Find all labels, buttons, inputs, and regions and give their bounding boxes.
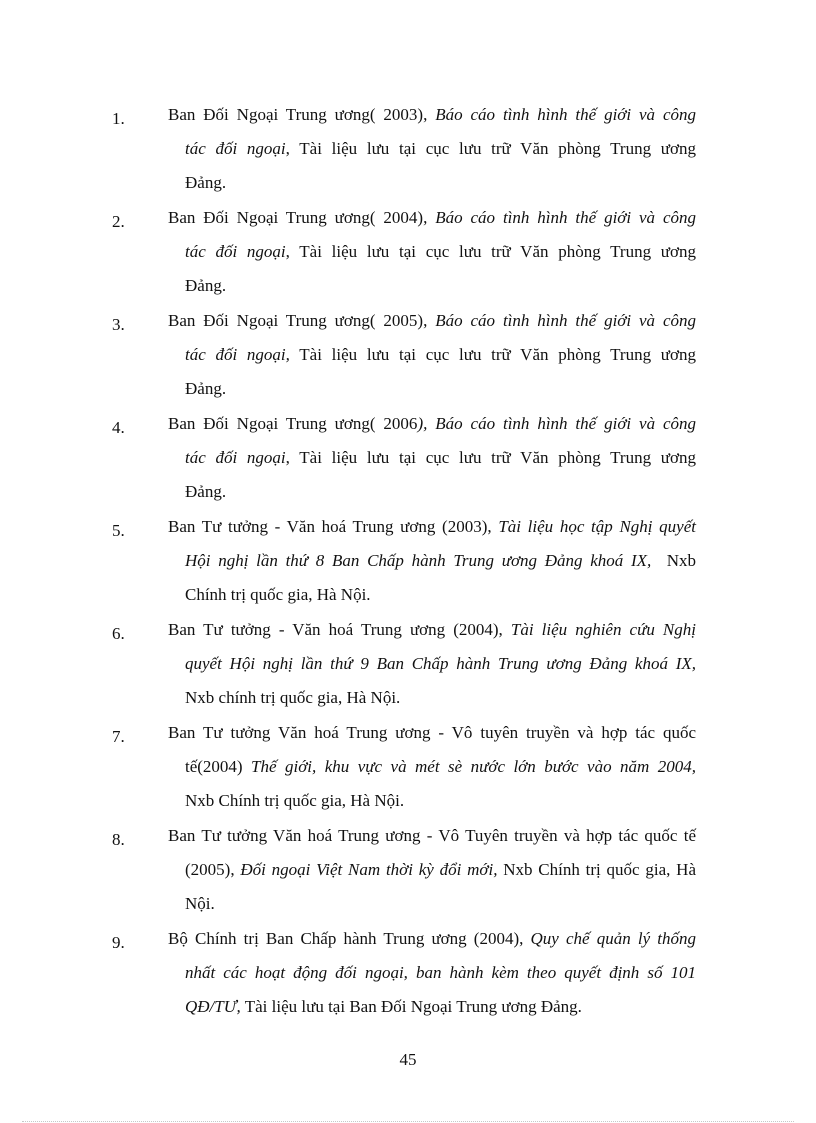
reference-text-segment: Ban Tư tưởng Văn hoá Trung ương - Vô tuyên truyền và hợp tác quốc	[168, 723, 696, 742]
reference-number: 2.	[112, 212, 125, 231]
reference-text-segment: , Tài liệu lưu tại cục lưu trữ Văn phòng Trung ương	[285, 448, 696, 467]
reference-title-segment: Tài liệu học tập Nghị quyết	[498, 517, 696, 536]
reference-text-segment: Chính trị quốc gia, Hà Nội.	[185, 585, 371, 604]
reference-line	[168, 681, 696, 715]
reference-text-segment: Tài liệu lưu tại cục lưu trữ Văn phòng Trung ương	[289, 345, 696, 364]
reference-text-segment: Bộ Chính trị Ban Chấp hành Trung ương (2004),	[168, 929, 531, 948]
reference-line	[168, 544, 696, 578]
reference-line	[168, 853, 696, 887]
reference-title-segment: Báo cáo tình hình thế giới và công	[435, 105, 696, 124]
reference-text	[168, 407, 696, 509]
reference-text	[168, 922, 696, 1024]
reference-text	[168, 304, 696, 406]
reference-text	[168, 201, 696, 303]
reference-line	[168, 201, 696, 235]
reference-line	[168, 956, 696, 990]
reference-number: 7.	[112, 727, 125, 746]
reference-text-segment: Đảng.	[185, 276, 227, 295]
reference-title-segment: quyết Hội nghị lần thứ 9 Ban Chấp hành Trung ương Đảng khoá IX,	[185, 654, 696, 673]
reference-text-segment: , Tài liệu lưu tại cục lưu trữ Văn phòng Trung ương	[285, 139, 696, 158]
reference-text	[168, 716, 696, 818]
reference-title-segment: tác đối ngoại	[185, 242, 286, 261]
reference-text	[168, 98, 696, 200]
reference-text-segment: Tài liệu lưu tại Ban Đối Ngoại Trung ương Đảng.	[240, 997, 582, 1016]
reference-number: 8.	[112, 830, 125, 849]
reference-line	[168, 922, 696, 956]
reference-line	[168, 784, 696, 818]
reference-line	[168, 750, 696, 784]
reference-title-segment: Hội nghị lần thứ 8 Ban Chấp hành Trung ương Đảng khoá IX,	[185, 551, 652, 570]
reference-line	[168, 407, 696, 441]
reference-title-segment: Tài liệu nghiên cứu Nghị	[510, 620, 696, 639]
reference-text-segment: Đảng.	[185, 482, 227, 501]
reference-title-segment: nhất các hoạt động đối ngoại, ban hành kèm theo quyết định số 101	[185, 963, 696, 982]
reference-title-segment: tác đối ngoại,	[185, 345, 290, 364]
reference-line	[168, 647, 696, 681]
reference-line	[168, 510, 696, 544]
reference-text-segment: Đảng.	[185, 173, 227, 192]
page-number: 45	[399, 1050, 417, 1069]
reference-title-segment: ), Báo cáo tình hình thế giới và công	[417, 414, 697, 433]
reference-text-segment: Nxb Chính trị quốc gia, Hà	[497, 860, 696, 879]
reference-number: 9.	[112, 933, 125, 952]
reference-line	[168, 441, 696, 475]
reference-text-segment: (2005),	[185, 860, 241, 879]
reference-line	[168, 578, 696, 612]
reference-title-segment: Báo cáo tình hình thế giới và công	[435, 208, 696, 227]
reference-number: 5.	[112, 521, 125, 540]
reference-number: 3.	[112, 315, 125, 334]
reference-text-segment: Ban Đối Ngoại Trung ương( 2006	[168, 414, 418, 433]
reference-text	[168, 613, 696, 715]
reference-title-segment: tác đối ngoại	[185, 448, 286, 467]
bottom-divider	[22, 1121, 794, 1122]
reference-line	[168, 716, 696, 750]
reference-text-segment: Nội.	[185, 894, 215, 913]
reference-text-segment: Ban Đối Ngoại Trung ương( 2003),	[168, 105, 436, 124]
reference-line	[168, 98, 696, 132]
reference-line	[168, 269, 696, 303]
reference-text	[168, 819, 696, 921]
reference-title-segment: Báo cáo tình hình thế giới và công	[435, 311, 696, 330]
reference-title-segment: QĐ/TƯ,	[185, 997, 241, 1016]
reference-number: 1.	[112, 109, 125, 128]
reference-line	[168, 475, 696, 509]
reference-text-segment: Ban Tư tưởng - Văn hoá Trung ương (2003),	[168, 517, 499, 536]
reference-line	[168, 235, 696, 269]
reference-title-segment: Thế giới, khu vực và mét sè nước lớn bước vào năm 2004,	[251, 757, 697, 776]
reference-line	[168, 132, 696, 166]
reference-line	[168, 166, 696, 200]
reference-title-segment: Đối ngoại Việt Nam thời kỳ đổi mới,	[240, 860, 498, 879]
reference-text-segment: Ban Tư tưởng - Văn hoá Trung ương (2004),	[168, 620, 511, 639]
reference-title-segment: Quy chế quản lý thống	[530, 929, 696, 948]
reference-text-segment: tế(2004)	[185, 757, 252, 776]
reference-text-segment: , Tài liệu lưu tại cục lưu trữ Văn phòng Trung ương	[285, 242, 696, 261]
reference-text-segment: Đảng.	[185, 379, 227, 398]
reference-title-segment: tác đối ngoại	[185, 139, 286, 158]
reference-text-segment: Ban Tư tưởng Văn hoá Trung ương - Vô Tuyên truyền và hợp tác quốc tế	[168, 826, 696, 845]
reference-text-segment: Nxb	[651, 551, 696, 570]
reference-text-segment: Ban Đối Ngoại Trung ương( 2004),	[168, 208, 436, 227]
reference-line	[168, 990, 696, 1024]
reference-text	[168, 510, 696, 612]
reference-line	[168, 338, 696, 372]
reference-line	[168, 819, 696, 853]
reference-text-segment: Ban Đối Ngoại Trung ương( 2005),	[168, 311, 436, 330]
reference-line	[168, 613, 696, 647]
reference-number: 6.	[112, 624, 125, 643]
reference-line	[168, 304, 696, 338]
reference-number: 4.	[112, 418, 125, 437]
reference-line	[168, 887, 696, 921]
reference-line	[168, 372, 696, 406]
reference-text-segment: Nxb chính trị quốc gia, Hà Nội.	[185, 688, 401, 707]
reference-text-segment: Nxb Chính trị quốc gia, Hà Nội.	[185, 791, 405, 810]
